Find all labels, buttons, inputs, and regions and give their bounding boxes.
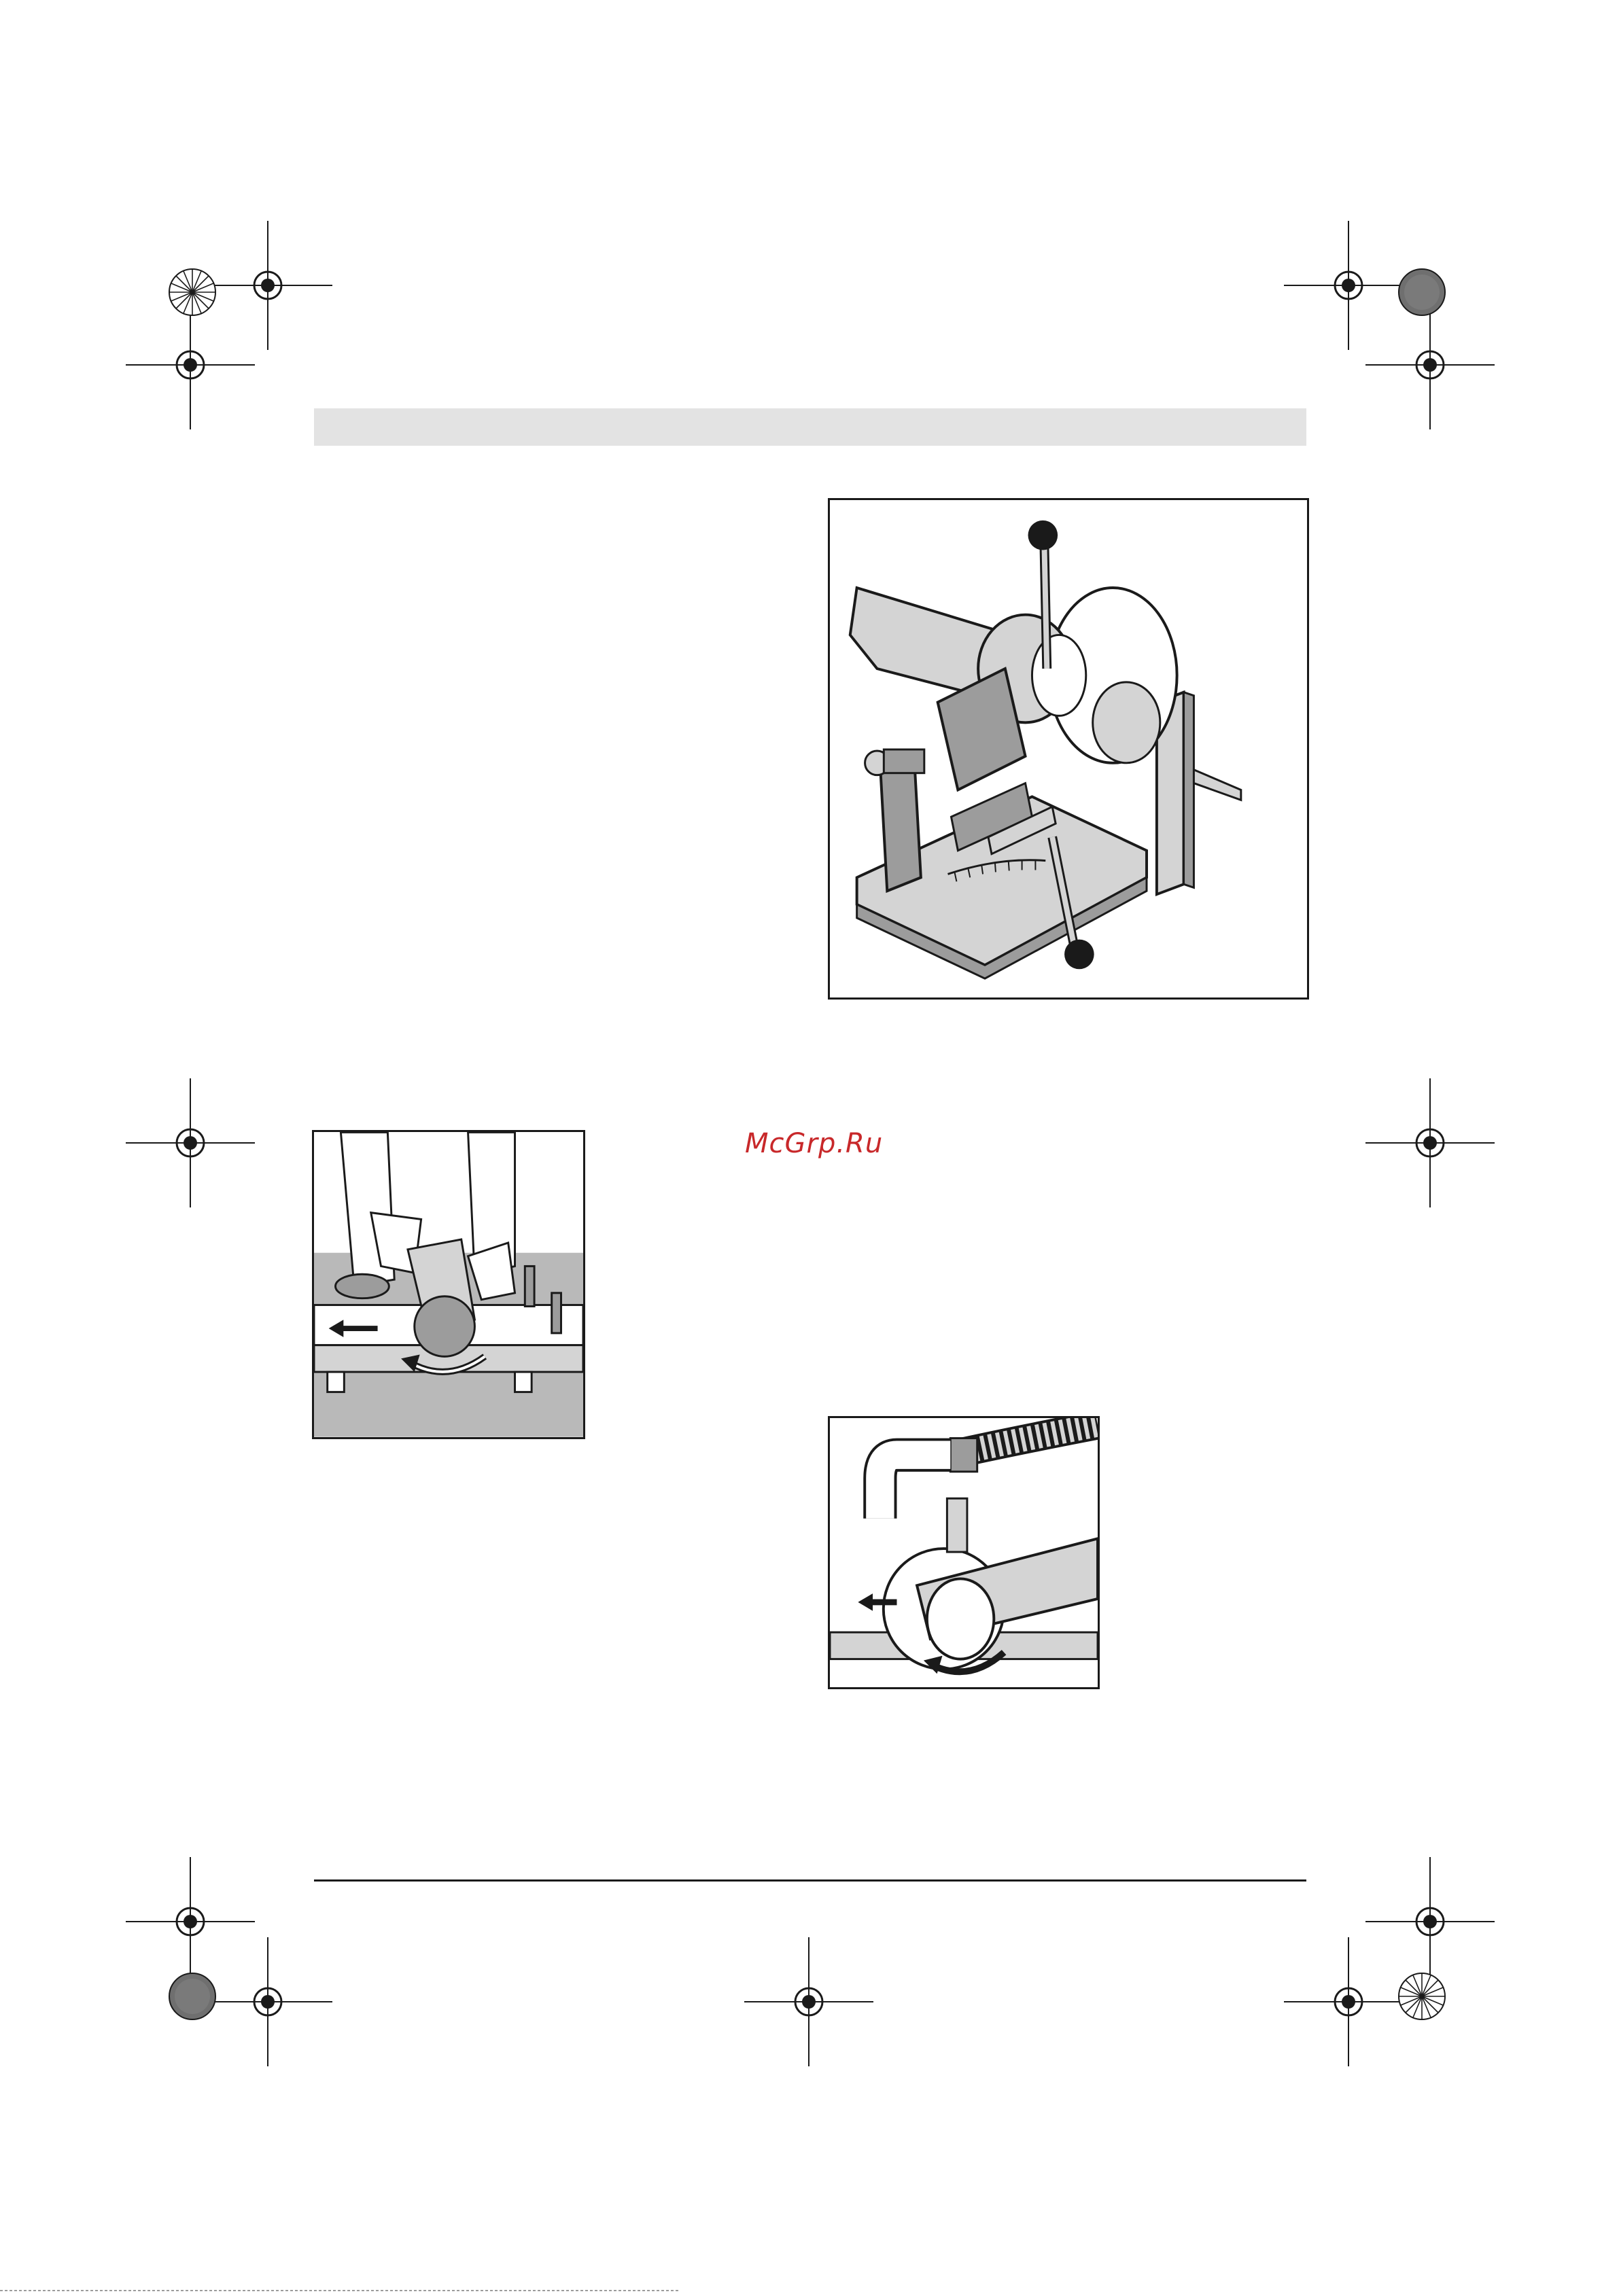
callout-2 [1064, 940, 1094, 970]
print-slug [0, 2283, 1619, 2289]
cutting-on-workbench-illustration [312, 1130, 585, 1439]
cutting-stand-illustration [828, 498, 1309, 1000]
cutting-with-dust-extraction-illustration [828, 1416, 1100, 1689]
page-header-band [314, 408, 1306, 446]
callout-1 [1028, 520, 1058, 550]
footer-rule [314, 1879, 1306, 1882]
watermark: McGrp.Ru [745, 1128, 884, 1159]
